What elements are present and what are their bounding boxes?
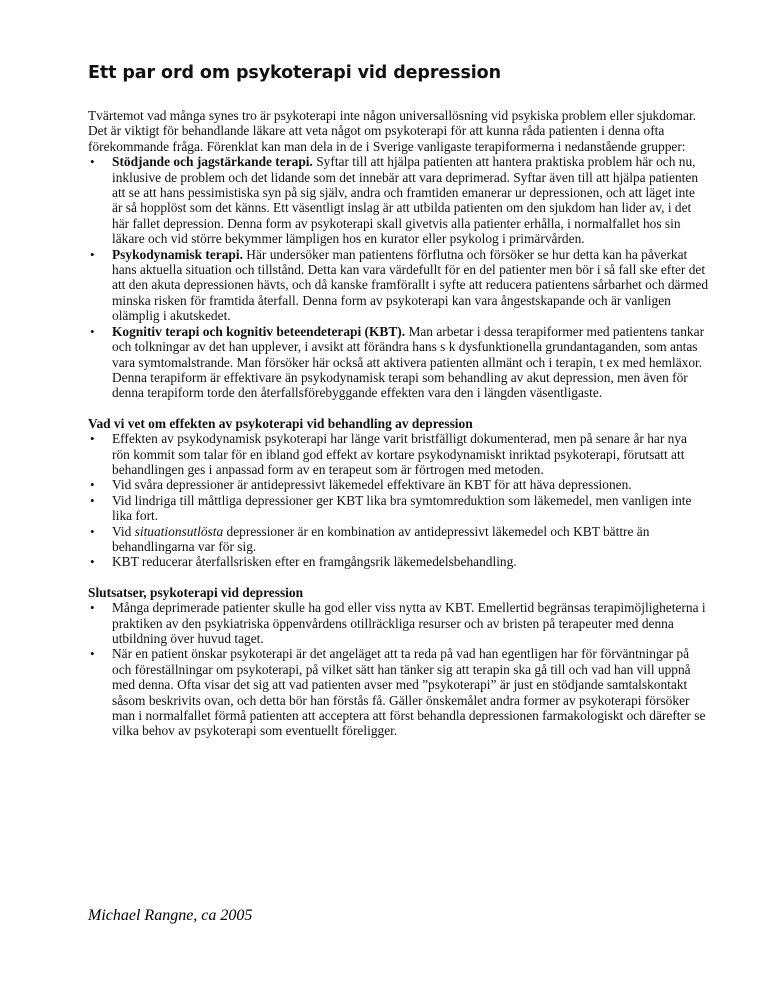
list-item [88,477,708,492]
list-item [88,600,708,646]
bullet-icon: • [90,246,95,262]
bullet-icon: • [90,323,95,339]
list-item [88,324,708,401]
therapy-text: Här undersöker man patientens förflutna och försöker se hur detta kan ha påverkat hans aktuella situation och tillstånd. Detta kan vara värdefullt för en del patienter men bör i så fall ske efter det att den akuta depressionen hävts, och då kanske framförallt i syfte att reducera patientens sårbarhet och därmed minska risken för framtida återfall. Denna form av psykoterapi kan vara ångestskapande och är vanligen olämplig i akutskedet. [112,246,709,324]
bullet-icon: • [90,600,95,616]
section-heading: Vad vi vet om effekten av psykoterapi vid behandling av depression [88,415,473,431]
section-heading: Slutsatser, psykoterapi vid depression [88,584,304,600]
effect-text: Vid svåra depressioner är antidepressivt läkemedel effektivare än KBT för att häva depressionen. [112,477,632,493]
list-item [88,646,708,738]
list-item [88,524,708,555]
list-item [88,154,708,246]
effect-text-post: depressioner är en kombination av antidepressivt läkemedel och KBT bättre än behandlingarna var för sig. [112,523,650,554]
intro-paragraph: Tvärtemot vad många synes tro är psykoterapi inte någon universallösning vid psykiska problem eller sjukdomar. Det är viktigt för behandlande läkare att veta något om psykoterapi för att kunna råda patienten i denna ofta förekommande fråga. Förenklat kan man dela in de i Sverige vanligaste terapiformerna i nedanstående grupper: [88,108,697,154]
bullet-icon: • [90,492,95,508]
effects-section [88,416,708,570]
conclusions-list [88,600,708,739]
list-item [88,493,708,524]
therapy-text: Syftar till att hjälpa patienten att hantera praktiska problem här och nu, inklusive de problem och det lidande som det innebär att vara deprimerad. Syftar även till att hjälpa patienten att se att hans pessimistiska syn på sig själv, andra och framtiden emanerar ur depressionen, och att läget inte är så hopplöst som det känns. Ett väsentligt inslag är att utbilda patienten om den sjukdom han lider av, i det här fallet depression. Denna form av psykoterapi skall givetvis alla patienter erhålla, i normalfallet hos sin läkare och vid större bekymmer lämpligen hos en kurator eller psykolog i primärvården. [112,154,699,247]
bullet-icon: • [90,554,95,570]
list-item [88,554,708,569]
effect-text: Vid lindriga till måttliga depressioner ger KBT lika bra symtomreduktion som läkemedel, men vanligen inte lika fort. [112,492,692,524]
list-item [88,431,708,477]
effect-text-pre: Vid [112,523,135,539]
therapy-list [88,154,708,401]
bullet-icon: • [90,523,95,539]
effect-text-emphasis: situationsutlösta [134,523,224,539]
bullet-icon: • [90,646,95,662]
therapy-term: Psykodynamisk terapi. [112,246,243,262]
effect-text: KBT reducerar återfallsrisken efter en framgångsrik läkemedelsbehandling. [112,554,517,570]
bullet-icon: • [90,431,95,447]
therapy-text: Man arbetar i dessa terapiformer med patientens tankar och tolkningar av det han upplever, i avsikt att förändra hans s k dysfunktionella grundantaganden, som antas vara symtomalstrande. Man försöker här också att aktivera patienten allmänt och i terapin, t ex med hemläxor. Denna terapiform är effektivare än psykodynamisk terapi som behandling av akut depression, men även för denna terapiform torde den återfallsförebyggande effekten vara den i längden väsentligaste. [112,323,705,401]
therapy-term: Kognitiv terapi och kognitiv beteendeterapi (KBT). [112,323,406,339]
effects-list [88,431,708,570]
bullet-icon: • [90,154,95,170]
author-signature: Michael Rangne, ca 2005 [88,907,253,924]
conclusions-section [88,585,708,739]
effect-text: Effekten av psykodynamisk psykoterapi har länge varit bristfälligt dokumenterad, men på senare år har nya rön kommit som talar för en ibland god effekt av kortare psykodynamiskt inriktad psykoterapi, förutsatt att behandlingen ges i anpassad form av en terapeut som är förtrogen med metoden. [112,431,687,477]
therapy-term: Stödjande och jagstärkande terapi. [112,154,313,170]
bullet-icon: • [90,477,95,493]
conclusion-text: När en patient önskar psykoterapi är det angeläget att ta reda på vad han egentligen har för förväntningar på och föreställningar om psykoterapi, på vilket sätt han tänker sig att terapin ska gå till och vad han vill uppnå med denna. Ofta visar det sig att vad patienten avser med ”psykoterapi” är just en stödjande samtalskontakt såsom beskrivits ovan, och detta bör han förstås få. Gäller önskemålet andra former av psykoterapi försöker man i normalfallet förmå patienten att acceptera att först behandla depressionen farmakologiskt och därefter se vilka behov av psykoterapi som eventuellt föreligger. [112,646,706,739]
conclusion-text: Många deprimerade patienter skulle ha god eller viss nytta av KBT. Emellertid begränsas terapimöjligheterna i praktiken av den psykiatriska öppenvårdens otillräckliga resurser och av bristen på terapeuter med denna utbildning över huvud taget. [112,600,706,646]
page-title: Ett par ord om psykoterapi vid depression [88,63,501,83]
list-item [88,247,708,324]
